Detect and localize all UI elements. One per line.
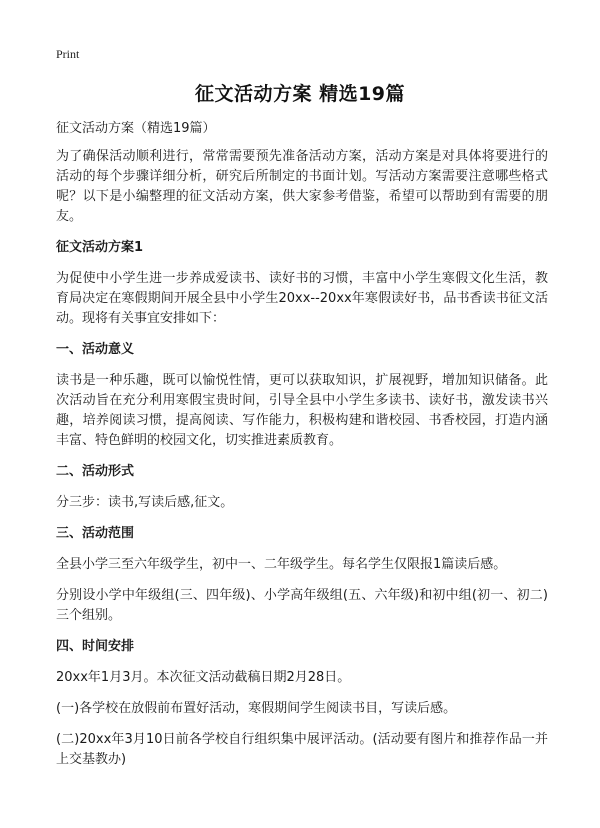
- heading-activity-significance: 一、活动意义: [56, 342, 135, 357]
- paragraph-schedule-2: (一)各学校在放假前布置好活动，寒假期间学生阅读书目，写读后感。: [56, 701, 457, 716]
- paragraph-schedule-3: (二)20xx年3月10日前各学校自行组织集中展评活动。(活动要有图片和推荐作品一并上交基教办): [56, 732, 548, 767]
- paragraph-activity-format: 分三步：读书,写读后感,征文。: [56, 495, 234, 510]
- section-title: 征文活动方案1: [56, 240, 144, 255]
- intro-paragraph: 为了确保活动顺利进行，常常需要预先准备活动方案，活动方案是对具体将要进行的活动的每个步骤详细分析，研究后所制定的书面计划。写活动方案需要注意哪些格式呢？以下是小编整理的征文活动方案，供大家参考借鉴，希望可以帮助到有需要的朋友。: [56, 149, 548, 224]
- paragraph-schedule-1: 20xx年1月3月。本次征文活动截稿日期2月28日。: [56, 670, 351, 685]
- document-body: [56, 120, 548, 781]
- heading-activity-format: 二、活动形式: [56, 464, 135, 479]
- section-intro-paragraph: 为促使中小学生进一步养成爱读书、读好书的习惯，丰富中小学生寒假文化生活，教育局决定在寒假期间开展全县中小学生20xx--20xx年寒假读好书，品书香读书征文活动。现将有关事宜安排如下：: [56, 271, 548, 326]
- print-label: Print: [56, 47, 80, 61]
- paragraph-activity-significance: 读书是一种乐趣，既可以愉悦性情，更可以获取知识，扩展视野，增加知识储备。此次活动旨在充分利用寒假宝贵时间，引导全县中小学生多读书、读好书，激发读书兴趣，培养阅读习惯，提高阅读、写作能力，积极构建和谐校园、书香校园，打造内涵丰富、特色鲜明的校园文化，切实推进素质教育。: [56, 373, 548, 448]
- heading-activity-scope: 三、活动范围: [56, 526, 135, 541]
- document-title: 征文活动方案 精选19篇: [194, 83, 406, 105]
- paragraph-activity-scope-1: 全县小学三至六年级学生，初中一、二年级学生。每名学生仅限报1篇读后感。: [56, 557, 507, 572]
- document-subtitle: 征文活动方案（精选19篇）: [56, 121, 216, 136]
- paragraph-activity-scope-2: 分别设小学中年级组(三、四年级)、小学高年级组(五、六年级)和初中组(初一、初二)三个组别。: [56, 588, 548, 623]
- heading-schedule: 四、时间安排: [56, 639, 135, 654]
